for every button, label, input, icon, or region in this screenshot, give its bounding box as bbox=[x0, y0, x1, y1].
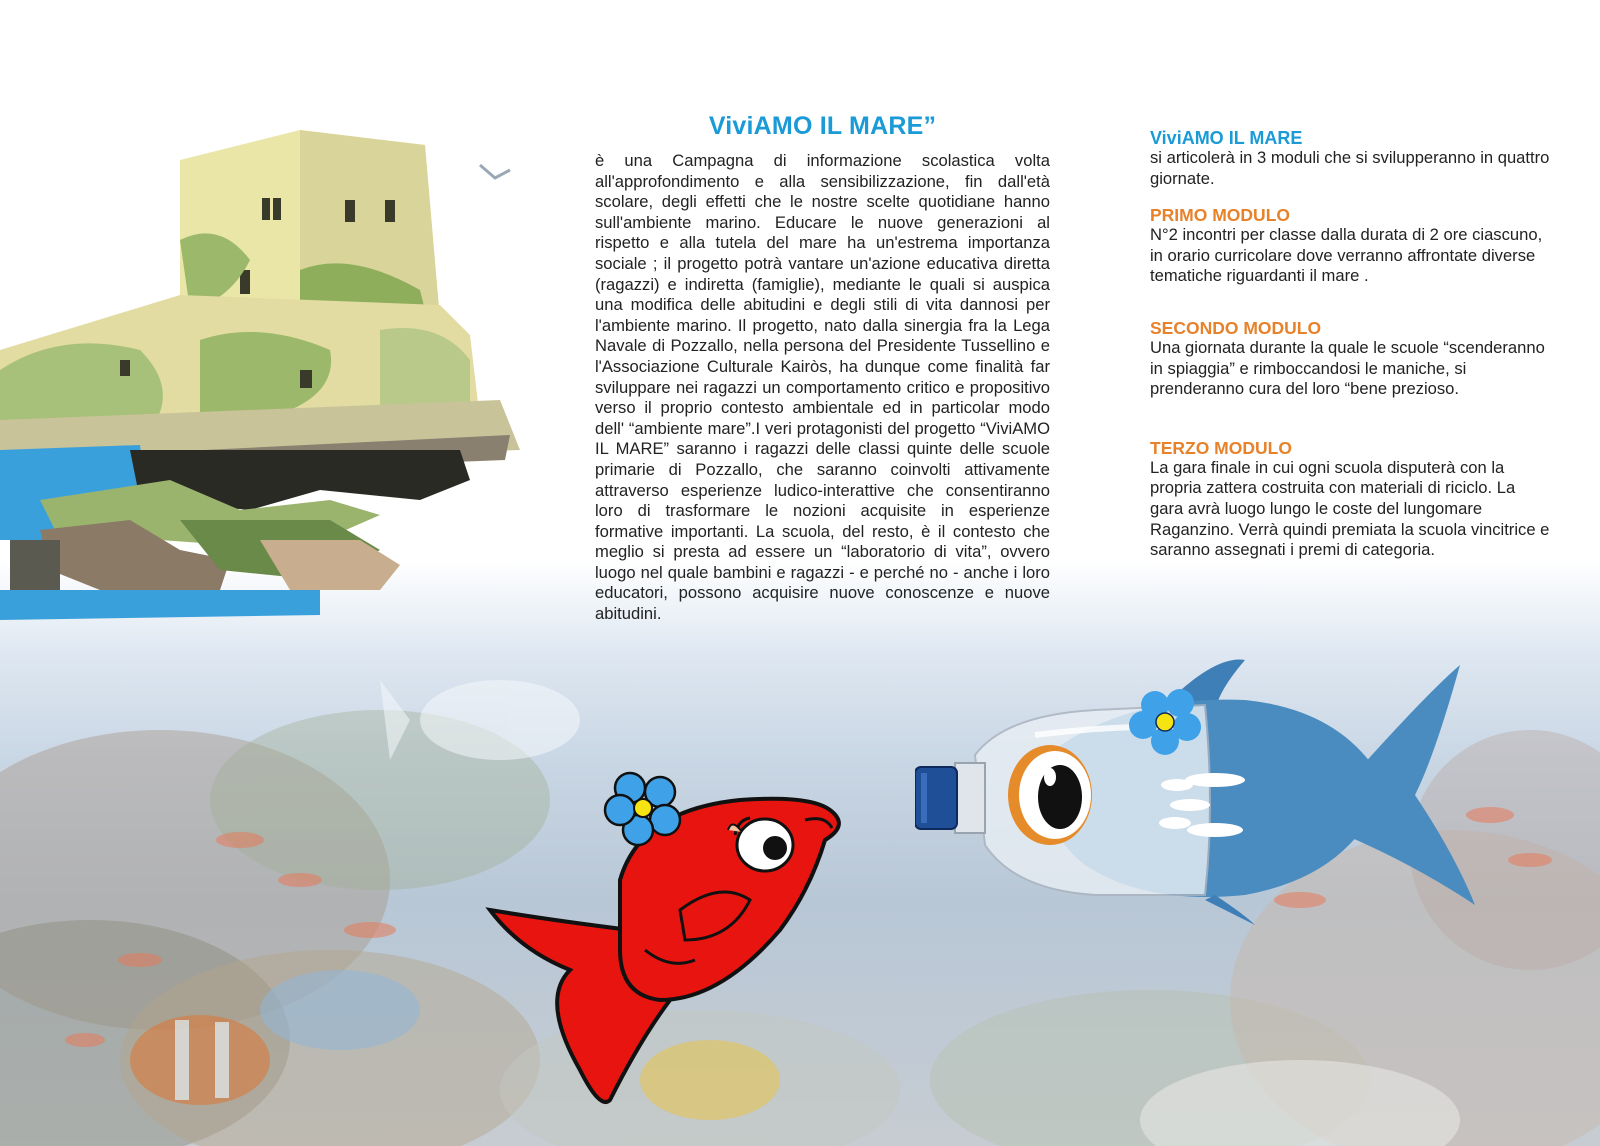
module-title: SECONDO MODULO bbox=[1150, 317, 1322, 338]
module-title: TERZO MODULO bbox=[1150, 437, 1292, 458]
main-body-text: è una Campagna di informazione scolastica volta all'approfondimento e alla sensibilizzazione, fin dall'età scolare, degli effetti che le nostre scelte quotidiane hanno sull'ambiente marino. Educare le nuove generazioni al rispetto e alla tutela del mare ha un'estrema importanza sociale ; il progetto potrà vantare un'azione educativa diretta (ragazzi) e indiretta (famiglie), mediante le quali si auspica una modifica delle abitudini e degli stili di vita dannosi per l'ambiente marino. Il progetto, nato dalla sinergia fra la Lega Navale di Pozzallo, nella persona del Presidente Tussellino e l'Associazione Culturale Kairòs, ha dunque come finalità far sviluppare nei ragazzi un comportamento critico e propositivo verso il proprio contesto ambientale ed in particolar modo dell' “ambiente mare”.I veri protagonisti del progetto “ViviAMO IL MARE” saranno i ragazzi delle classi quinte delle scuole primarie di Pozzallo, che saranno coinvolti attivamente attraverso esperienze ludico-interattive che consentiranno loro di trasformare le nozioni acquisite in esperienze formative importanti. La scuola, del resto, è il contesto che meglio si presta ad essere un “laboratorio di vita”, ovvero luogo nel quale bambini e ragazzi - e perché no - anche i loro educatori, possono acquisire nuove conoscenze e nuove abitudini. bbox=[595, 151, 1050, 624]
modules-section bbox=[1150, 128, 1550, 561]
red-fish-character bbox=[480, 770, 860, 1120]
module-title: PRIMO MODULO bbox=[1150, 205, 1290, 226]
module-text: La gara finale in cui ogni scuola disputerà con la propria zattera costruita con materiali di riciclo. La gara avrà luogo lungo le coste del lungomare Raganzino. Verrà quindi premiata la scuola vincitrice e saranno assegnati i premi di categoria. bbox=[1150, 457, 1550, 560]
main-title: ViviAMO IL MARE” bbox=[708, 112, 937, 140]
module-text: Una giornata durante la quale le scuole “scenderanno in spiaggia” e rimboccandosi le maniche, si prenderanno cura del loro “bene prezioso. bbox=[1150, 337, 1545, 399]
module-secondo bbox=[1150, 318, 1550, 400]
side-title: ViviAMO IL MARE bbox=[1150, 128, 1303, 148]
module-primo bbox=[1150, 205, 1550, 287]
castle-illustration bbox=[0, 120, 560, 630]
module-terzo bbox=[1150, 438, 1550, 561]
module-text: N°2 incontri per classe dalla durata di 2 ore ciascuno, in orario curricolare dove verranno affrontate diverse tematiche riguardanti il mare . bbox=[1150, 225, 1543, 286]
bottle-fish-character bbox=[915, 655, 1515, 945]
intro-section bbox=[595, 112, 1050, 625]
side-intro-text: si articolerà in 3 moduli che si svilupperanno in quattro giornate. bbox=[1150, 148, 1550, 188]
flower-icon bbox=[605, 773, 680, 845]
